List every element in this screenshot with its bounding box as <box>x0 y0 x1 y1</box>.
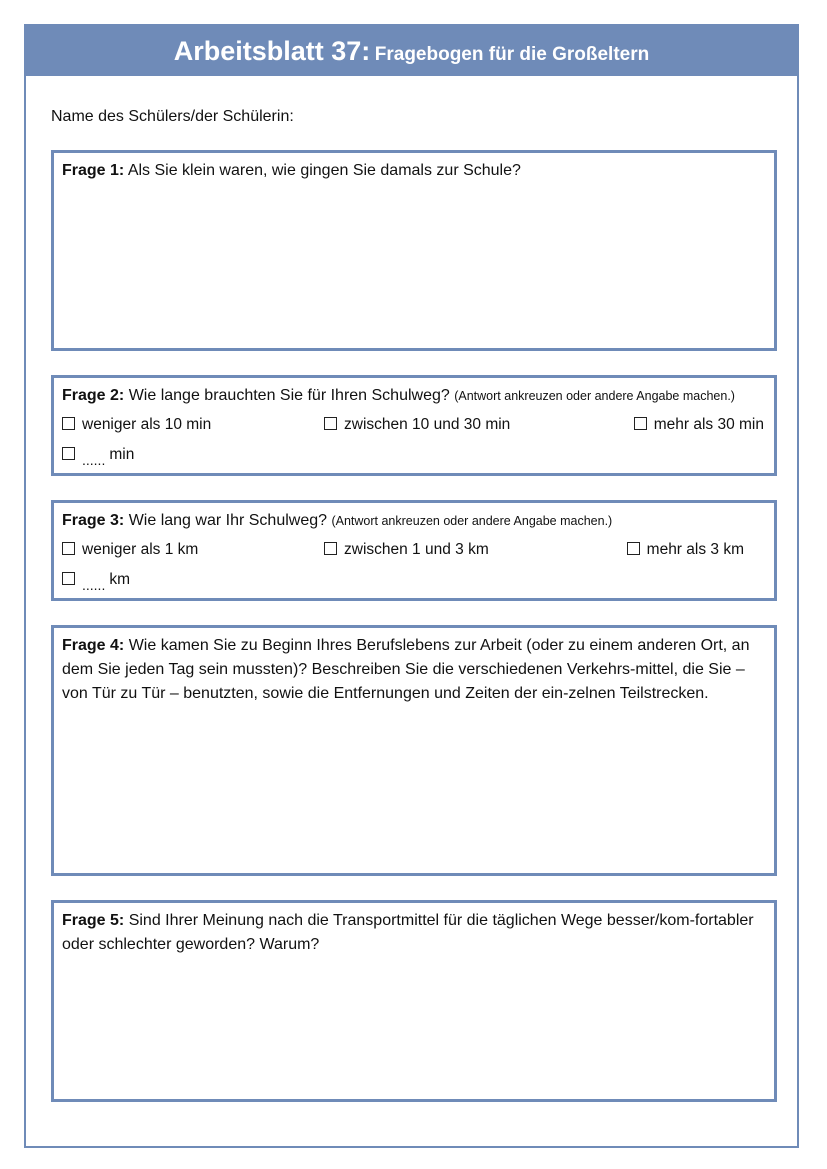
q3-option-over-3km[interactable] <box>627 538 744 562</box>
q2-option-label: mehr als 30 min <box>653 416 764 433</box>
q2-option-10-30[interactable] <box>324 413 510 437</box>
question-5-box[interactable] <box>51 900 777 1102</box>
question-4-label: Frage 4: <box>62 637 125 654</box>
q2-option-label: weniger als 10 min <box>82 416 212 433</box>
q2-option-custom[interactable] <box>62 443 134 472</box>
q2-option-label: zwischen 10 und 30 min <box>344 416 511 433</box>
question-3-label: Frage 3: <box>62 512 125 529</box>
q3-option-1-3km[interactable] <box>324 538 489 562</box>
q2-custom-unit: min <box>109 446 135 463</box>
checkbox-icon[interactable] <box>627 542 640 555</box>
checkbox-icon[interactable] <box>634 417 647 430</box>
question-2-text: Wie lange brauchten Sie für Ihren Schulweg? <box>128 387 450 404</box>
question-4-text: Wie kamen Sie zu Beginn Ihres Berufslebens zur Arbeit (oder zu einem anderen Ort, an dem Sie jeden Tag sein mussten)? Beschreiben Sie die verschiedenen Verkehrs-mittel, die Sie – von Tür zu Tür – benutzten, sowie die Entfernungen und Zeiten der ein-zelnen Teilstrecken. <box>62 637 750 702</box>
checkbox-icon[interactable] <box>62 417 75 430</box>
q3-option-label: weniger als 1 km <box>82 541 199 558</box>
q2-option-over-30[interactable] <box>634 413 764 437</box>
question-1-box[interactable] <box>51 150 777 351</box>
checkbox-icon[interactable] <box>62 572 75 585</box>
question-1-label: Frage 1: <box>62 162 125 179</box>
checkbox-icon[interactable] <box>324 417 337 430</box>
question-4-box[interactable] <box>51 625 777 876</box>
student-name-label: Name des Schülers/der Schülerin: <box>51 108 294 125</box>
q3-option-under-1km[interactable] <box>62 538 198 562</box>
checkbox-icon[interactable] <box>62 447 75 460</box>
question-2-note: (Antwort ankreuzen oder andere Angabe machen.) <box>454 389 735 403</box>
question-5-label: Frage 5: <box>62 912 125 929</box>
q3-custom-unit: km <box>109 571 131 588</box>
worksheet-header <box>26 26 797 76</box>
question-3-text: Wie lang war Ihr Schulweg? <box>128 512 328 529</box>
question-1-text: Als Sie klein waren, wie gingen Sie damals zur Schule? <box>127 162 521 179</box>
q2-custom-dots[interactable]: ...... <box>82 452 106 468</box>
checkbox-icon[interactable] <box>324 542 337 555</box>
q3-option-custom[interactable] <box>62 568 130 597</box>
question-3-box <box>51 500 777 601</box>
q3-option-label: zwischen 1 und 3 km <box>344 541 489 558</box>
q2-option-under-10[interactable] <box>62 413 211 437</box>
question-2-box <box>51 375 777 476</box>
q3-custom-dots[interactable]: ...... <box>82 577 106 593</box>
question-2-label: Frage 2: <box>62 387 125 404</box>
worksheet-page <box>24 24 799 1148</box>
worksheet-subtitle: Fragebogen für die Großeltern <box>374 44 650 65</box>
checkbox-icon[interactable] <box>62 542 75 555</box>
question-5-text: Sind Ihrer Meinung nach die Transportmittel für die täglichen Wege besser/kom-fortabler oder schlechter geworden? Warum? <box>62 912 754 953</box>
worksheet-title: Arbeitsblatt 37: <box>173 36 371 66</box>
question-3-note: (Antwort ankreuzen oder andere Angabe machen.) <box>331 514 613 528</box>
q3-option-label: mehr als 3 km <box>646 541 744 558</box>
